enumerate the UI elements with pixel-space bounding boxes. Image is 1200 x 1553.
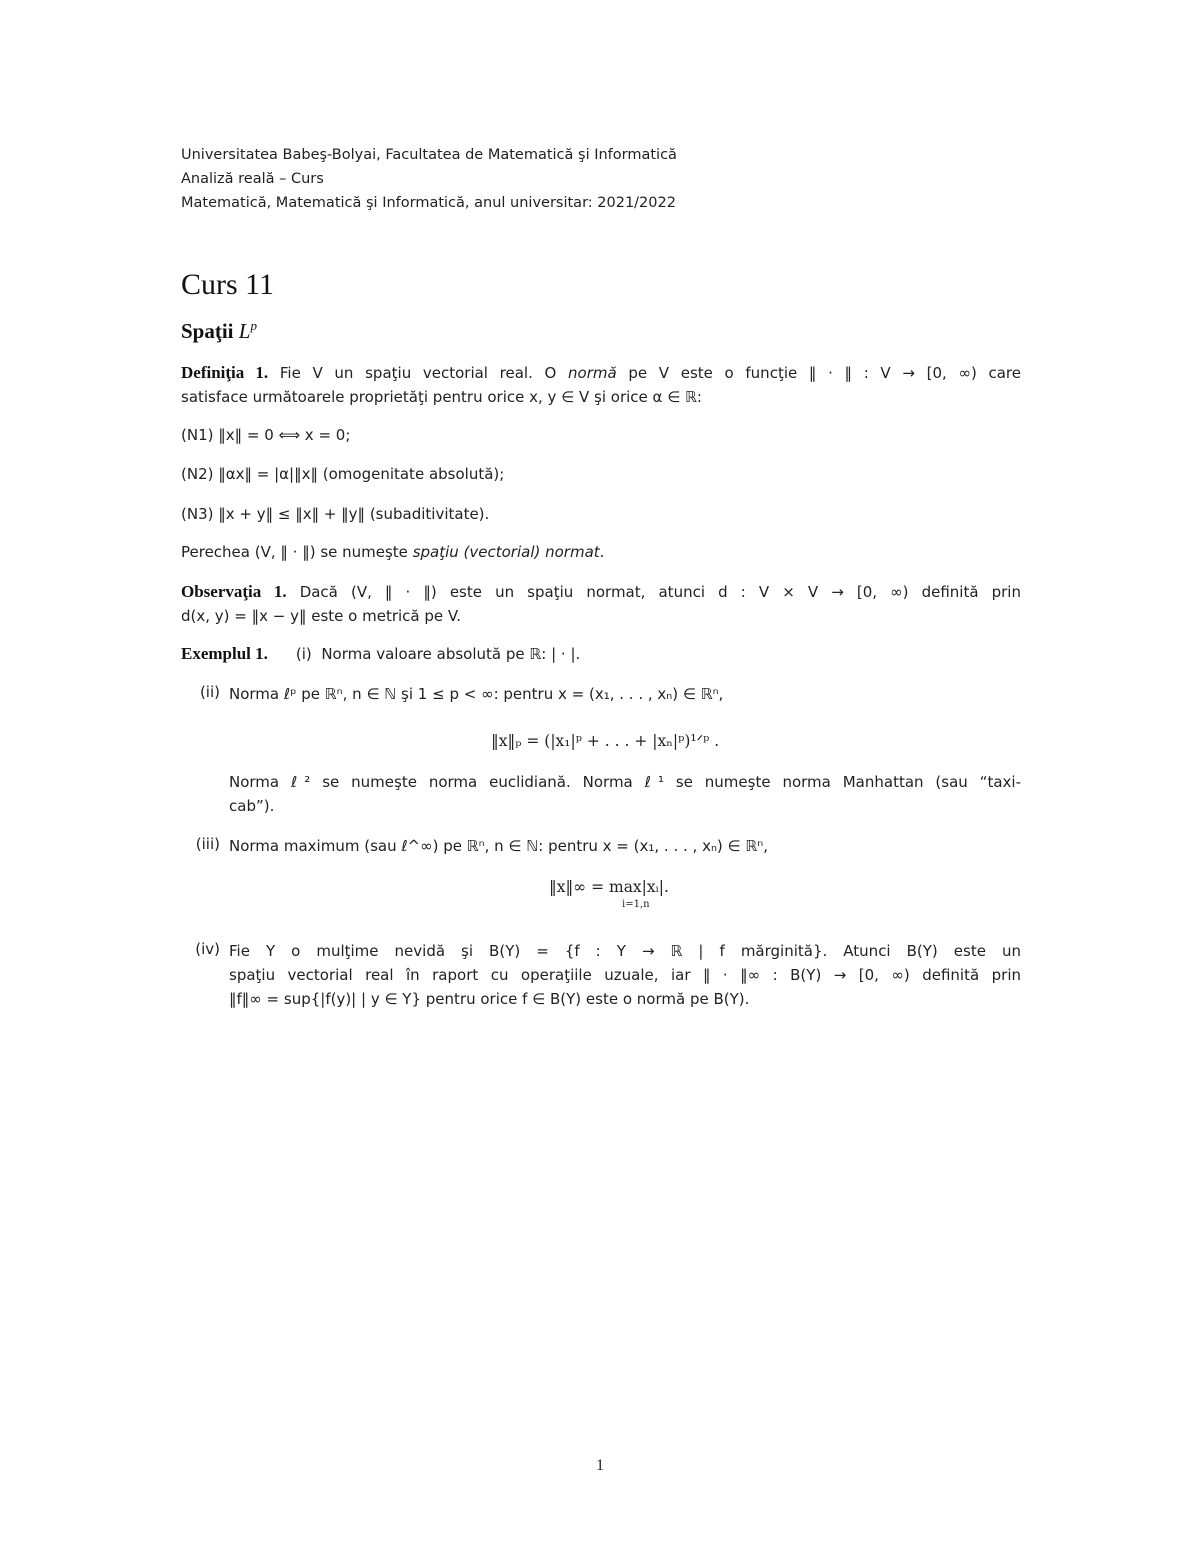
item-iv-line-1: Fie Y o mulţime nevidă şi B(Y) = {f : Y → ℝ | f mărginită}. Atunci B(Y) este un [229, 942, 1021, 960]
definition-label: Definiţia 1. [181, 363, 269, 382]
normed-space-sentence: Perechea (V, ‖ · ‖) se numeşte spaţiu (vectorial) normat. [181, 543, 605, 561]
definition-line-2: satisface următoarele proprietăţi pentru orice x, y ∈ V şi orice α ∈ ℝ: [181, 388, 702, 406]
section-heading [181, 318, 257, 344]
header-course: Analiză reală – Curs [181, 171, 324, 187]
formula-max-norm: ‖x‖∞ = max|xᵢ|. [549, 878, 669, 896]
header-university: Universitatea Babeş-Bolyai, Facultatea de Matematică şi Informatică [181, 147, 677, 163]
item-i-text: Norma valoare absolută pe ℝ: | · |. [321, 645, 581, 663]
page-title: Curs 11 [181, 268, 275, 301]
example-line-i [181, 643, 1021, 665]
section-label: Spaţii [181, 319, 234, 343]
item-iv-line-2: spaţiu vectorial real în raport cu operaţiile uzuale, iar ‖ · ‖∞ : B(Y) → [0, ∞) definită prin [229, 966, 1021, 984]
property-n3: (N3) ‖x + y‖ ≤ ‖x‖ + ‖y‖ (subaditivitate). [181, 505, 490, 523]
property-n1: (N1) ‖x‖ = 0 ⟺ x = 0; [181, 426, 351, 444]
definition-term: normă [568, 364, 617, 382]
item-ii-label: (ii) [199, 683, 220, 701]
observation-label: Observaţia 1. [181, 582, 287, 601]
item-iv-line-3: ‖f‖∞ = sup{|f(y)| | y ∈ Y} pentru orice f ∈ B(Y) este o normă pe B(Y). [229, 990, 750, 1008]
observation-line-1: Observaţia 1. Dacă (V, ‖ · ‖) este un spaţiu normat, atunci d : V × V → [0, ∞) definită prin [181, 582, 1021, 601]
item-iii-text: Norma maximum (sau ℓ^∞) pe ℝⁿ, n ∈ ℕ: pentru x = (x₁, . . . , xₙ) ∈ ℝⁿ, [229, 837, 769, 855]
item-ii-note-line-2: cab”). [229, 797, 275, 815]
property-n2: (N2) ‖αx‖ = |α|‖x‖ (omogenitate absolută); [181, 465, 505, 483]
observation-line-2: d(x, y) = ‖x − y‖ este o metrică pe V. [181, 607, 461, 625]
page-number: 1 [596, 1457, 604, 1474]
formula-max-index: i=1,n [622, 899, 650, 910]
normed-space-term: spaţiu (vectorial) normat [412, 543, 600, 561]
definition-line-1: Definiţia 1. Fie V un spaţiu vectorial real. O normă pe V este o funcţie ‖ · ‖ : V → [0, ∞) care [181, 363, 1021, 382]
example-label: Exemplul 1. [181, 644, 268, 663]
item-iv-label: (iv) [195, 940, 220, 958]
formula-lp-norm: ‖x‖ₚ = (|x₁|ᵖ + . . . + |xₙ|ᵖ)¹ᐟᵖ . [491, 732, 720, 750]
item-iii-label: (iii) [195, 835, 220, 853]
header-program: Matematică, Matematică şi Informatică, anul universitar: 2021/2022 [181, 195, 676, 211]
section-space-symbol: $L^p$ [238, 318, 257, 343]
item-ii-text: Norma ℓᵖ pe ℝⁿ, n ∈ ℕ şi 1 ≤ p < ∞: pentru x = (x₁, . . . , xₙ) ∈ ℝⁿ, [229, 685, 724, 703]
item-ii-note-line-1: Norma ℓ² se numeşte norma euclidiană. Norma ℓ¹ se numeşte norma Manhattan (sau “taxi- [229, 773, 1021, 791]
item-i-label: (i) [295, 645, 312, 663]
